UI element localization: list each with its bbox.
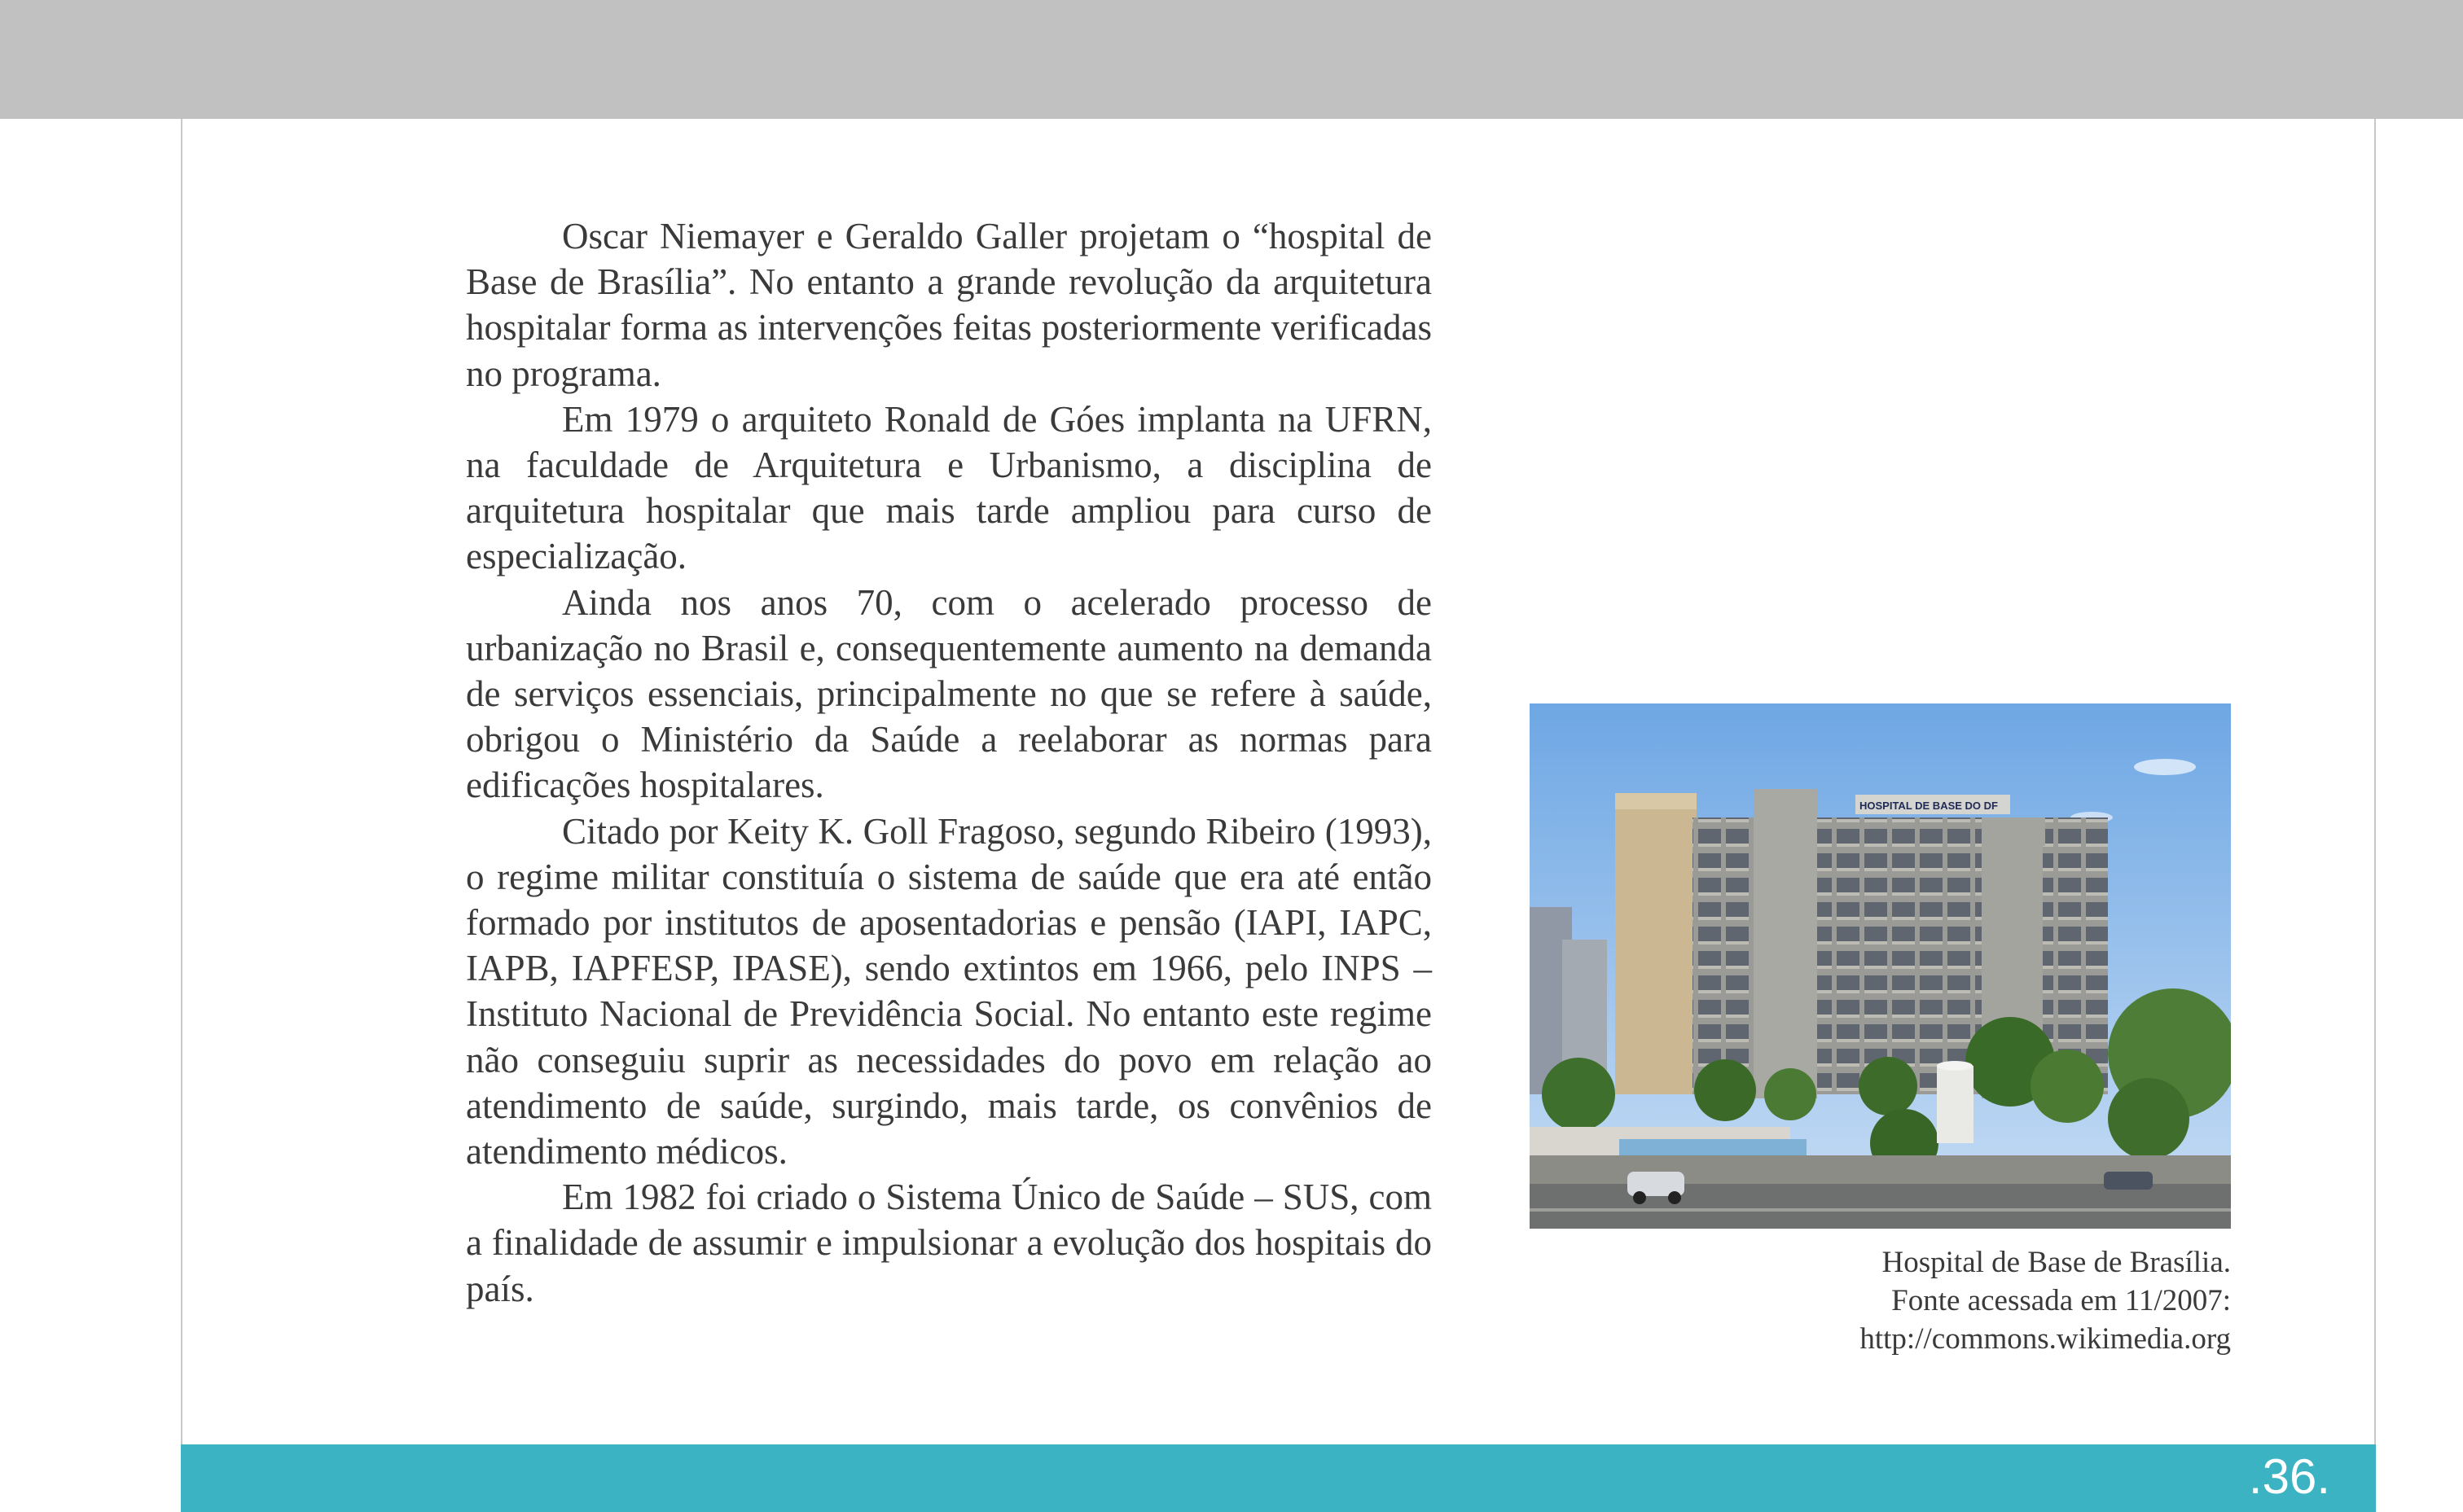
paragraph-1: Oscar Niemayer e Geraldo Galler projetam o “hospital de Base de Brasília”. No entanto a grande revolução da arquitetura hospitalar forma as intervenções feitas posteriormente verificadas no programa.	[466, 216, 1432, 394]
caption-title: Hospital de Base de Brasília.	[1881, 1246, 2231, 1279]
top-header-bar	[0, 0, 2463, 119]
bottom-footer-bar	[181, 1444, 2376, 1512]
paragraph-4: Citado por Keity K. Goll Fragoso, segundo Ribeiro (1993), o regime militar constituía o sistema de saúde que era até então formado por institutos de aposentadorias e pensão (IAPI, IAPC, IAPB, IAPFESP, IPASE), sendo extintos em 1966, pelo INPS – Instituto Nacional de Previdência Social. No entanto este regime não conseguiu suprir as necessidades do povo em relação ao atendimento de saúde, surgindo, mais tarde, os convênios de atendimento médicos.	[466, 810, 1432, 1172]
body-text	[466, 213, 1432, 1312]
caption-url: http://commons.wikimedia.org	[1859, 1322, 2231, 1356]
photo-caption	[1530, 1243, 2231, 1358]
hospital-sign-text: HOSPITAL DE BASE DO DF	[1859, 800, 1998, 812]
page-number: .36.	[2248, 1449, 2330, 1504]
paragraph-2: Em 1979 o arquiteto Ronald de Góes implanta na UFRN, na faculdade de Arquitetura e Urbanismo, a disciplina de arquitetura hospitalar que mais tarde ampliou para curso de especialização.	[466, 398, 1432, 577]
caption-source: Fonte acessada em 11/2007:	[1891, 1284, 2231, 1317]
paragraph-3: Ainda nos anos 70, com o acelerado processo de urbanização no Brasil e, consequentemente aumento na demanda de serviços essenciais, principalmente no que se refere à saúde, obrigou o Ministério da Saúde a reelaborar as normas para edificações hospitalares.	[466, 581, 1432, 806]
hospital-photo	[1530, 703, 2231, 1229]
paragraph-5: Em 1982 foi criado o Sistema Único de Saúde – SUS, com a finalidade de assumir e impulsionar a evolução dos hospitais do país.	[466, 1177, 1432, 1309]
